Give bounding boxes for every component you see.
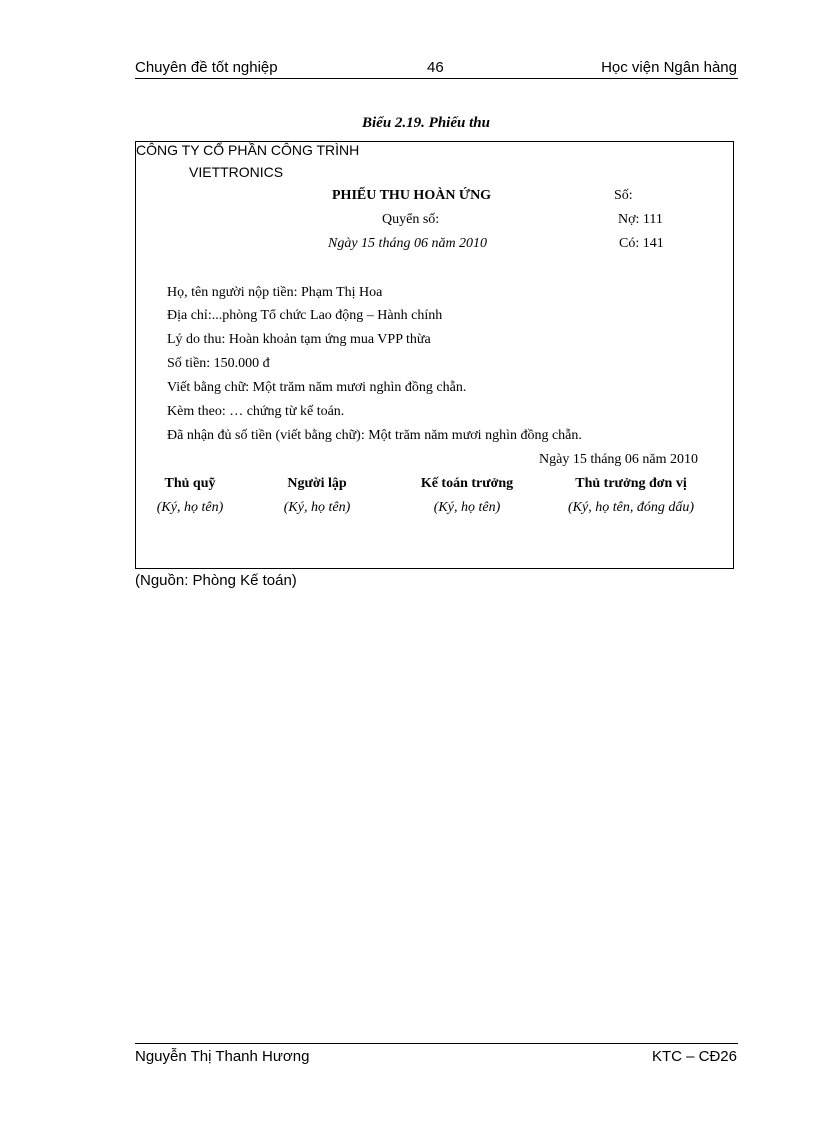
source-note: (Nguồn: Phòng Kế toán) xyxy=(135,572,297,589)
footer-author: Nguyễn Thị Thanh Hương xyxy=(135,1048,310,1065)
figure-caption: Biểu 2.19. Phiếu thu xyxy=(362,115,490,131)
book-number-label: Quyển số: xyxy=(382,212,440,227)
company-name-line1: CÔNG TY CỔ PHẦN CÔNG TRÌNH xyxy=(136,142,360,158)
footer-class-code: KTC – CĐ26 xyxy=(651,1048,737,1065)
received-amount-in-words: Đã nhận đủ số tiền (viết bằng chữ): Một trăm năm mươi nghìn đồng chẵn. xyxy=(167,428,582,443)
signatory-chief-accountant-role: Kế toán trưởng xyxy=(420,476,514,491)
amount-in-words: Viết bằng chữ: Một trăm năm mươi nghìn đồng chẵn. xyxy=(167,380,467,395)
header-page-number: 46 xyxy=(427,59,444,76)
signatory-cashier-note: (Ký, họ tên) xyxy=(156,500,224,515)
header-rule xyxy=(135,78,738,79)
signatory-cashier-role: Thủ quỹ xyxy=(164,476,216,491)
amount: Số tiền: 150.000 đ xyxy=(167,356,270,371)
signatory-preparer-role: Người lập xyxy=(287,476,347,491)
signature-date: Ngày 15 tháng 06 năm 2010 xyxy=(539,452,699,467)
reason: Lý do thu: Hoàn khoản tạm ứng mua VPP thừa xyxy=(167,332,431,347)
receipt-number-label: Số: xyxy=(614,188,633,203)
company-name-line2: VIETTRONICS xyxy=(189,164,284,180)
debit-account: Nợ: 111 xyxy=(618,212,663,227)
header-right: Học viện Ngân hàng xyxy=(601,59,737,76)
header-left: Chuyên đề tốt nghiệp xyxy=(135,59,278,76)
credit-account: Có: 141 xyxy=(619,236,664,251)
signatory-preparer-note: (Ký, họ tên) xyxy=(283,500,351,515)
receipt-date: Ngày 15 tháng 06 năm 2010 xyxy=(328,236,488,251)
signatory-chief-accountant-note: (Ký, họ tên) xyxy=(433,500,501,515)
receipt-title: PHIẾU THU HOÀN ỨNG xyxy=(332,188,492,203)
signatory-director-note: (Ký, họ tên, đóng dấu) xyxy=(568,500,694,515)
address: Địa chỉ:...phòng Tổ chức Lao động – Hành chính xyxy=(167,308,443,323)
signatory-director-role: Thủ trưởng đơn vị xyxy=(575,476,687,491)
attachments: Kèm theo: … chứng từ kế toán. xyxy=(167,404,345,419)
payer-name: Họ, tên người nộp tiền: Phạm Thị Hoa xyxy=(167,285,383,300)
footer-rule xyxy=(135,1043,738,1044)
